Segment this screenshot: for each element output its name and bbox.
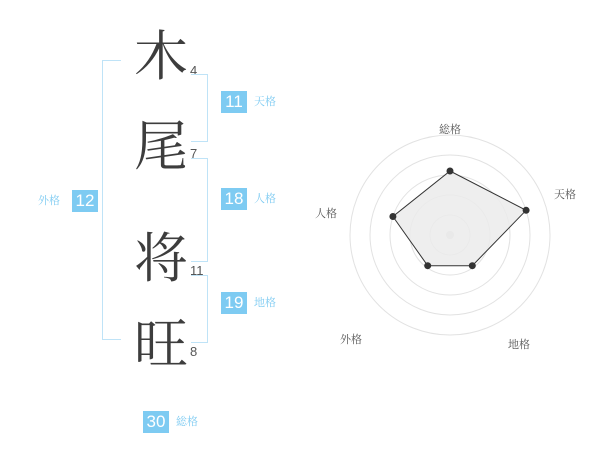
radar-chart-panel xyxy=(300,0,600,470)
radar-data-point xyxy=(469,262,476,269)
score-label-jinkaku: 人格 xyxy=(254,193,276,205)
axis-label-left: 人格 xyxy=(315,208,337,220)
stroke-count-4: 8 xyxy=(190,344,198,359)
chikaku-bracket xyxy=(191,275,208,343)
radar-data-point xyxy=(523,207,530,214)
stroke-count-2: 7 xyxy=(190,146,198,161)
score-badge-soukaku: 30 xyxy=(143,411,169,433)
radar-data-point xyxy=(424,262,431,269)
radar-series-polygon xyxy=(393,171,526,266)
tenkaku-bracket xyxy=(191,74,208,142)
jinkaku-bracket xyxy=(191,158,208,262)
kanji-char-3: 将 xyxy=(134,227,188,290)
radar-data-point xyxy=(447,168,454,175)
score-label-chikaku: 地格 xyxy=(254,297,276,309)
score-label-tenkaku: 天格 xyxy=(254,96,276,108)
stroke-count-3: 11 xyxy=(190,263,204,278)
radar-chart-svg xyxy=(300,0,600,470)
score-badge-chikaku: 19 xyxy=(221,292,247,314)
stroke-count-1: 4 xyxy=(190,63,198,78)
score-label-soukaku: 総格 xyxy=(176,416,198,428)
score-badge-tenkaku: 11 xyxy=(221,91,247,113)
score-badge-gaikaku: 12 xyxy=(72,190,98,212)
axis-label-bottom-right: 地格 xyxy=(508,339,530,351)
outer-bracket xyxy=(102,60,121,340)
kanji-char-1: 木 xyxy=(134,25,188,88)
score-badge-jinkaku: 18 xyxy=(221,188,247,210)
radar-data-point xyxy=(389,213,396,220)
axis-label-top: 総格 xyxy=(439,124,461,136)
axis-label-right: 天格 xyxy=(554,189,576,201)
axis-label-bottom-left: 外格 xyxy=(340,334,362,346)
kanji-char-4: 旺 xyxy=(134,313,188,376)
score-label-gaikaku: 外格 xyxy=(38,195,60,207)
kanji-char-2: 尾 xyxy=(134,115,188,178)
